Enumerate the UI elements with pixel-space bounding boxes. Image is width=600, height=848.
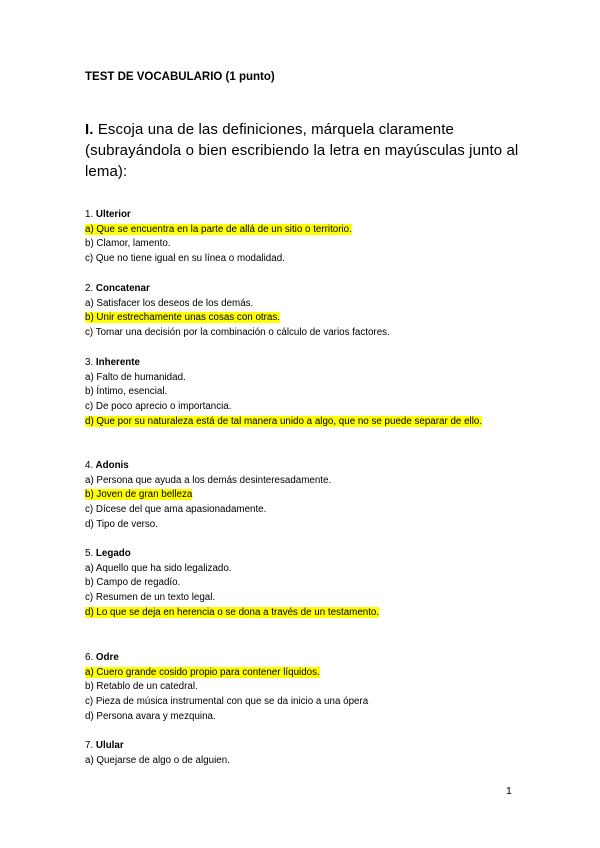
option-c[interactable]: c) Que no tiene igual en su línea o modalidad. (85, 253, 285, 265)
option-a[interactable]: a) Aquello que ha sido legalizado. (85, 562, 232, 574)
option-d[interactable]: d) Persona avara y mezquina. (85, 710, 216, 722)
question-term: Adonis (95, 460, 129, 471)
document-title: TEST DE VOCABULARIO (1 punto) (85, 71, 275, 83)
option-c[interactable]: c) Tomar una decisión por la combinación o cálculo de varios factores. (85, 327, 390, 339)
option-c[interactable]: c) Dícese del que ama apasionadamente. (85, 504, 267, 516)
question-term: Inherente (95, 357, 141, 368)
question-heading: 2. Concatenar (85, 283, 150, 294)
option-a[interactable]: a) Que se encuentra en la parte de allá de un sitio o territorio. (85, 223, 352, 235)
option-a[interactable]: a) Quejarse de algo o de alguien. (85, 754, 230, 766)
option-b[interactable]: b) Campo de regadío. (85, 577, 181, 589)
question-heading: 7. Ulular (85, 740, 124, 751)
question-5 (85, 547, 525, 621)
option-b[interactable]: b) Íntimo, esencial. (85, 386, 168, 398)
option-a[interactable]: a) Satisfacer los deseos de los demás. (85, 297, 254, 309)
question-term: Ulterior (95, 209, 131, 220)
option-c[interactable]: c) Resumen de un texto legal. (85, 592, 216, 604)
question-3 (85, 356, 525, 430)
page-number: 1 (506, 785, 512, 797)
question-heading: 5. Legado (85, 548, 131, 559)
instruction-text: Escoja una de las definiciones, márquela claramente (subrayándola o bien escribiendo la letra en mayúsculas junto al lema): (85, 121, 519, 180)
question-heading: 4. Adonis (85, 460, 129, 471)
option-a[interactable]: a) Persona que ayuda a los demás desinteresadamente. (85, 474, 332, 486)
question-term: Legado (95, 548, 131, 559)
question-7 (85, 739, 525, 768)
instruction-paragraph (85, 119, 525, 182)
question-term: Odre (95, 652, 119, 663)
question-heading: 3. Inherente (85, 357, 141, 368)
option-d[interactable]: d) Que por su naturaleza está de tal manera unido a algo, que no se puede separar de ello. (85, 415, 483, 427)
section-marker: I. (85, 121, 94, 138)
question-term: Concatenar (95, 283, 150, 294)
question-6 (85, 651, 525, 725)
option-c[interactable]: c) De poco aprecio o importancia. (85, 401, 232, 413)
question-heading: 6. Odre (85, 652, 119, 663)
option-b[interactable]: b) Joven de gran belleza (85, 489, 193, 501)
option-a[interactable]: a) Cuero grande cosido propio para contener líquidos. (85, 666, 320, 678)
option-b[interactable]: b) Retablo de un catedral. (85, 681, 198, 693)
option-d[interactable]: d) Lo que se deja en herencia o se dona a través de un testamento. (85, 606, 380, 618)
option-a[interactable]: a) Falto de humanidad. (85, 371, 186, 383)
option-d[interactable]: d) Tipo de verso. (85, 518, 158, 530)
question-2 (85, 282, 525, 341)
question-term: Ulular (95, 740, 124, 751)
option-b[interactable]: b) Unir estrechamente unas cosas con otras. (85, 312, 280, 324)
question-4 (85, 459, 525, 533)
question-heading: 1. Ulterior (85, 209, 131, 220)
option-c[interactable]: c) Pieza de música instrumental con que se da inicio a una ópera (85, 696, 369, 708)
option-b[interactable]: b) Clamor, lamento. (85, 238, 171, 250)
question-1 (85, 208, 525, 267)
